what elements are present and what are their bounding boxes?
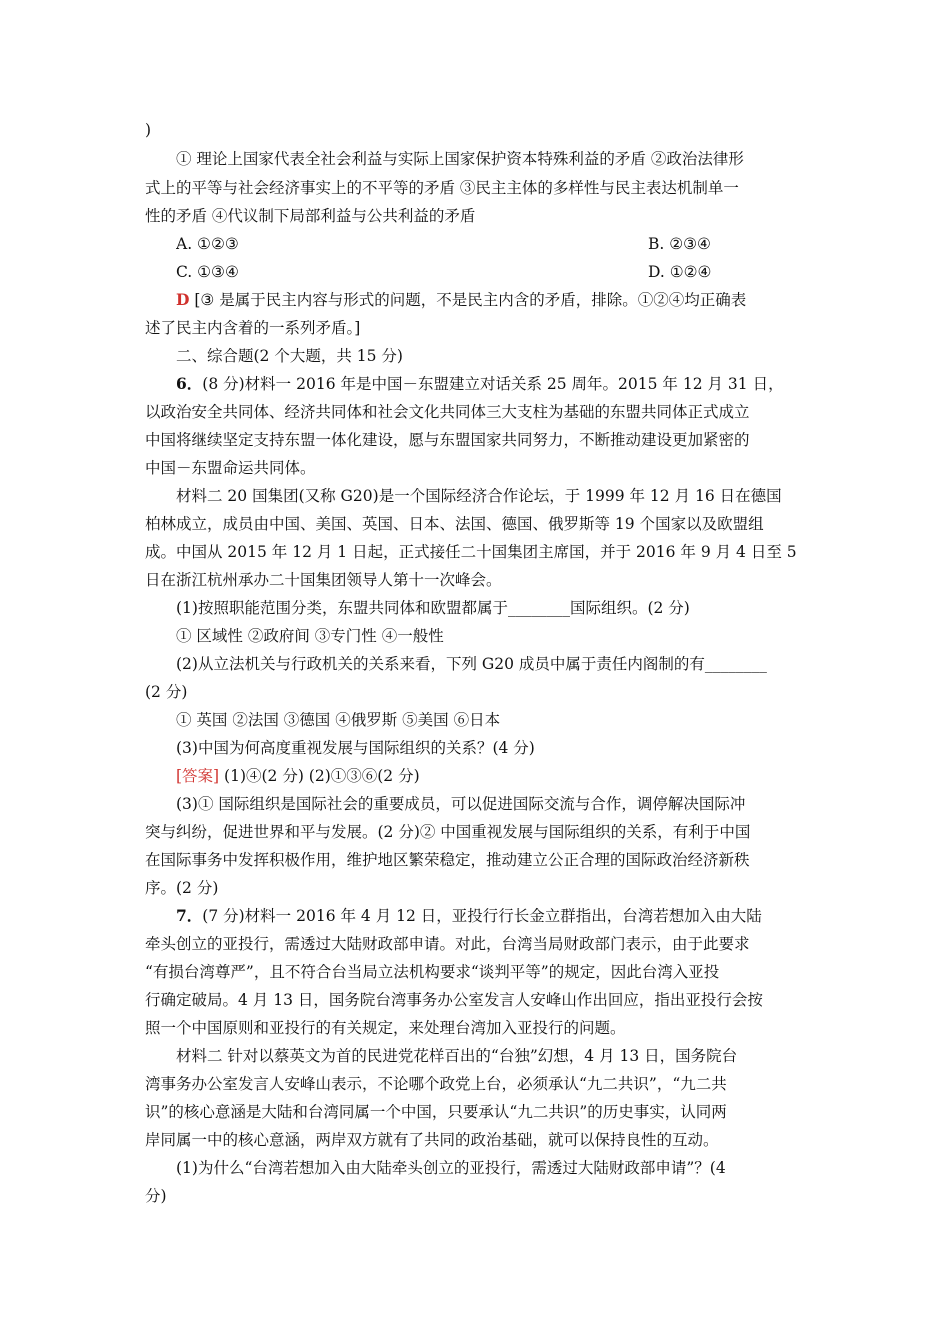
answer-text: (1)④(2 分) (2)①③⑥(2 分) xyxy=(219,767,420,785)
answer-line xyxy=(176,762,810,790)
option-row xyxy=(176,258,810,286)
question-text: (8 分)材料一 2016 年是中国－东盟建立对话关系 25 周年。2015 年 12 月 31 日， xyxy=(202,375,784,393)
text-line: (3)① 国际组织是国际社会的重要成员，可以促进国际交流与合作，调停解决国际冲 xyxy=(176,795,746,813)
sub-question: (1)按照职能范围分类，东盟共同体和欧盟都属于________国际组织。(2 分) xyxy=(176,599,690,617)
answer-line xyxy=(176,286,810,314)
option-d: D. ①②④ xyxy=(648,263,712,281)
section-heading: 二、综合题(2 个大题，共 15 分) xyxy=(176,347,403,365)
answer-letter: D xyxy=(176,290,190,309)
text-line: 材料二 20 国集团(又称 G20)是一个国际经济合作论坛，于 1999 年 12 月 16 日在德国 xyxy=(176,487,782,505)
text-line: 柏林成立，成员由中国、美国、英国、日本、法国、德国、俄罗斯等 19 个国家以及欧盟组 xyxy=(145,515,764,533)
choice-list: ① 区域性 ②政府间 ③专门性 ④一般性 xyxy=(176,627,444,645)
choice-list: ① 英国 ②法国 ③德国 ④俄罗斯 ⑤美国 ⑥日本 xyxy=(176,711,501,729)
text-line: 照一个中国原则和亚投行的有关规定，来处理台湾加入亚投行的问题。 xyxy=(145,1019,626,1037)
text-line: 分) xyxy=(145,1187,167,1205)
text-line: 材料二 针对以蔡英文为首的民进党花样百出的“台独”幻想，4 月 13 日，国务院台 xyxy=(176,1047,738,1065)
text-line: 突与纠纷，促进世界和平与发展。(2 分)② 中国重视发展与国际组织的关系，有利于中国 xyxy=(145,823,751,841)
question-number: 7． xyxy=(176,906,203,925)
text-line: 以政治安全共同体、经济共同体和社会文化共同体三大支柱为基础的东盟共同体正式成立 xyxy=(145,403,750,421)
text-line: 在国际事务中发挥积极作用，维护地区繁荣稳定，推动建立公正合理的国际政治经济新秩 xyxy=(145,851,750,869)
text-line: 识”的核心意涵是大陆和台湾同属一个中国，只要承认“九二共识”的历史事实，认同两 xyxy=(145,1103,727,1121)
text-line: 岸同属一中的核心意涵，两岸双方就有了共同的政治基础，就可以保持良性的互动。 xyxy=(145,1131,719,1149)
text-line: 性的矛盾 ④代议制下局部利益与公共利益的矛盾 xyxy=(145,207,476,225)
question-7 xyxy=(176,902,810,930)
question-6 xyxy=(176,370,810,398)
text-line: ① 理论上国家代表全社会利益与实际上国家保护资本特殊利益的矛盾 ②政治法律形 xyxy=(176,150,744,168)
sub-question: (1)为什么“台湾若想加入由大陆牵头创立的亚投行，需透过大陆财政部申请”？(4 xyxy=(176,1159,726,1177)
text-line: 日在浙江杭州承办二十国集团领导人第十一次峰会。 xyxy=(145,571,502,589)
option-a: A. ①②③ xyxy=(176,235,239,253)
text-line: 行确定破局。4 月 13 日，国务院台湾事务办公室发言人安峰山作出回应，指出亚投行会按 xyxy=(145,991,763,1009)
text-line: 序。(2 分) xyxy=(145,879,219,897)
option-c: C. ①③④ xyxy=(176,263,239,281)
text-line: 牵头创立的亚投行，需透过大陆财政部申请。对此，台湾当局财政部门表示，由于此要求 xyxy=(145,935,750,953)
option-b: B. ②③④ xyxy=(648,235,711,253)
text-line: 湾事务办公室发言人安峰山表示，不论哪个政党上台，必须承认“九二共识”，“九二共 xyxy=(145,1075,727,1093)
text-line: 中国－东盟命运共同体。 xyxy=(145,459,316,477)
text-line: “有损台湾尊严”，且不符合台当局立法机构要求“谈判平等”的规定，因此台湾入亚投 xyxy=(145,963,720,981)
text-line: 成。中国从 2015 年 12 月 1 日起，正式接任二十国集团主席国，并于 2016 年 9 月 4 日至 5 xyxy=(145,543,797,561)
text-line: 述了民主内含着的一系列矛盾。] xyxy=(145,319,361,337)
answer-explanation: [③ 是属于民主内容与形式的问题，不是民主内含的矛盾，排除。①②④均正确表 xyxy=(189,291,747,309)
answer-tag: [答案] xyxy=(176,767,220,785)
text-line: ) xyxy=(145,121,152,139)
sub-question: (2)从立法机关与行政机关的关系来看，下列 G20 成员中属于责任内阁制的有________ xyxy=(176,655,767,673)
text-line: (2 分) xyxy=(145,683,188,701)
option-row xyxy=(176,230,810,258)
question-text: (7 分)材料一 2016 年 4 月 12 日，亚投行行长金立群指出，台湾若想加入由大陆 xyxy=(202,907,762,925)
text-line: 式上的平等与社会经济事实上的不平等的矛盾 ③民主主体的多样性与民主表达机制单一 xyxy=(145,179,739,197)
text-line: 中国将继续坚定支持东盟一体化建设，愿与东盟国家共同努力，不断推动建设更加紧密的 xyxy=(145,431,750,449)
sub-question: (3)中国为何高度重视发展与国际组织的关系？(4 分) xyxy=(176,739,535,757)
question-number: 6． xyxy=(176,374,203,393)
